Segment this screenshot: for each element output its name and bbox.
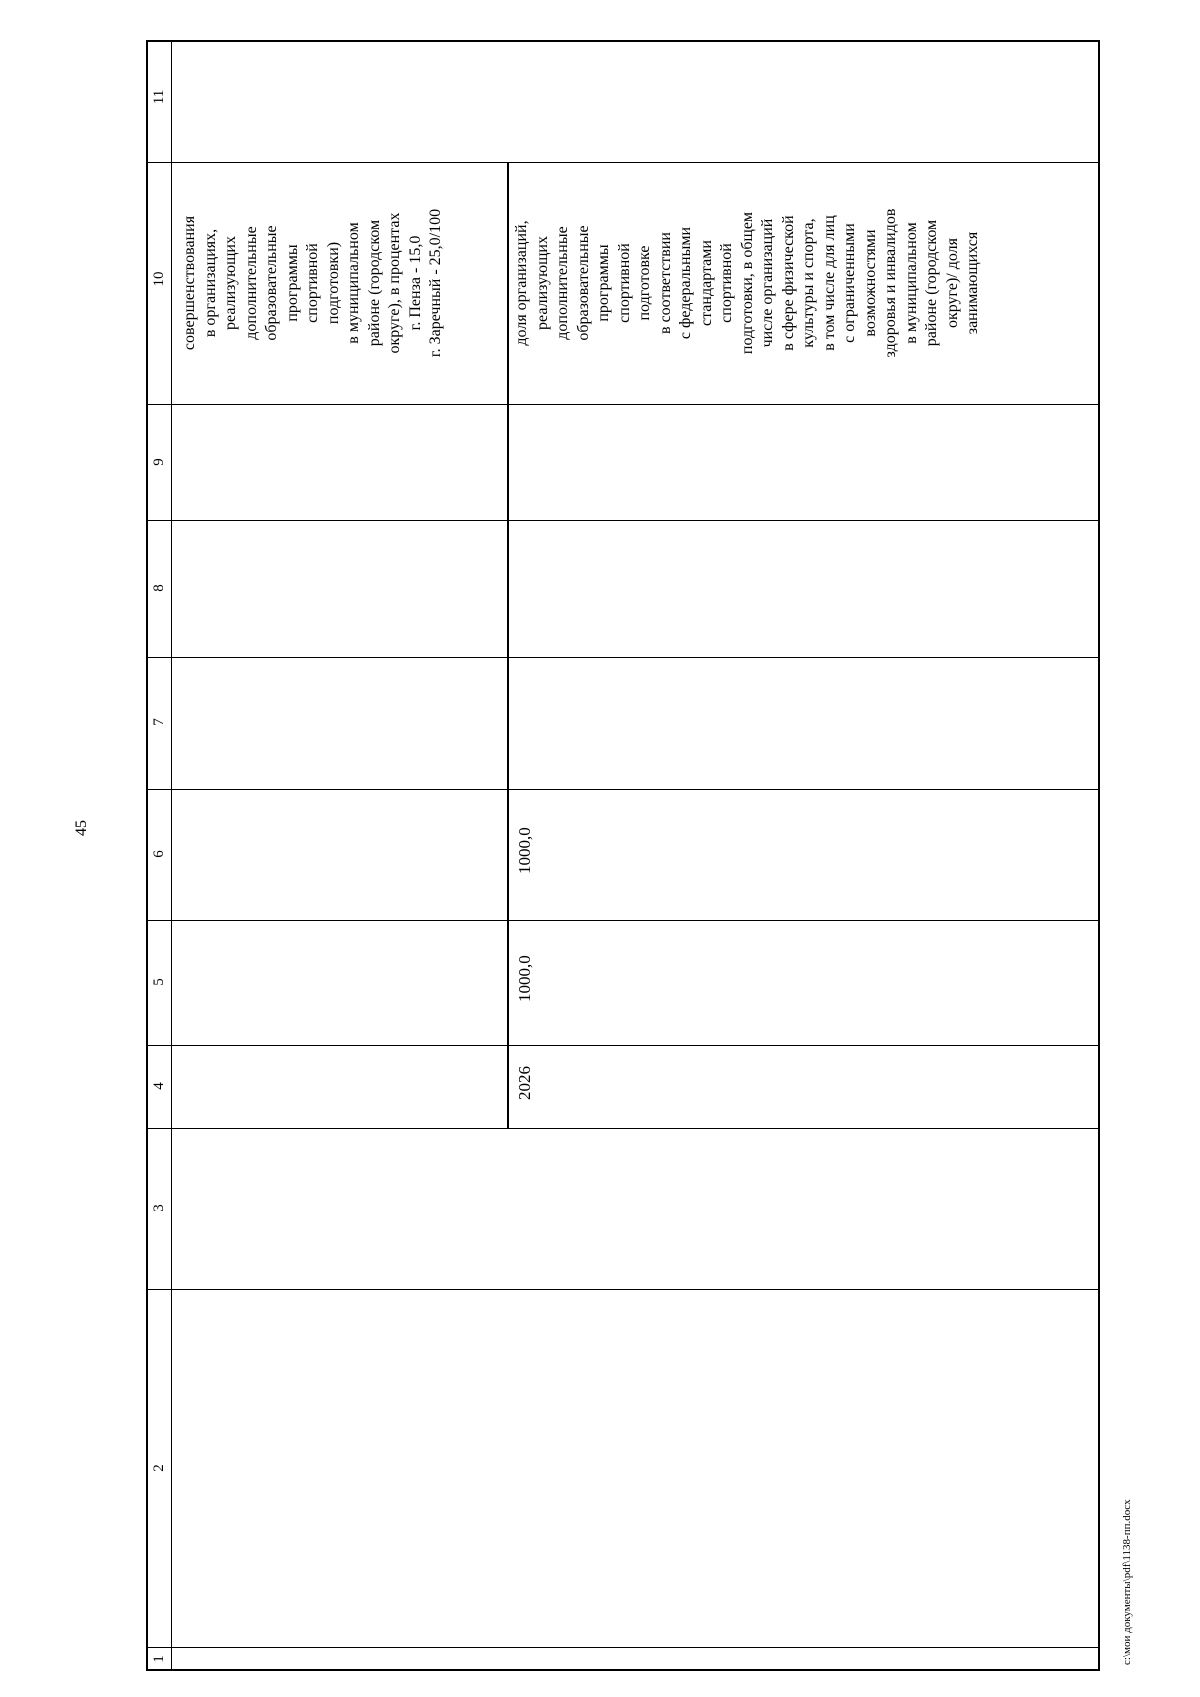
col-border-7-8	[146, 657, 1100, 658]
row1-col10-indicator-text: совершенствования в организациях, реализующих дополнительные образовательные программы спортивной подготовки) в муниципальном районе (городском округе), в процентах г. Пенза - 15,0 г. Заречный - 25,0/100	[181, 208, 444, 358]
col-border-4-5	[146, 1045, 1100, 1046]
row2-col6-value: 1000,0	[515, 827, 534, 874]
colnum-1: 1	[151, 1655, 167, 1663]
header-row-border	[171, 40, 172, 1671]
page-number: 45	[73, 820, 90, 836]
col-border-10-11	[146, 162, 1100, 163]
colnum-4: 4	[151, 1082, 167, 1090]
colnum-8: 8	[151, 584, 167, 592]
col-border-2-3	[146, 1289, 1100, 1290]
row2-col10-indicator-text: доля организаций, реализующих дополнительные образовательные программы спортивной подготовке в соответствии с федеральными стандартами спортивной подготовки, в общем числе организаций в сфере физической культуры и спорта, в том числе для лиц с ограниченными возможностями здоровья и инвалидов в муниципальном районе (городском округе)/ доля занимающихся	[513, 208, 981, 358]
footer-file-path: c:\мои документы\pdf\1138-пп.docx	[1121, 1499, 1133, 1665]
row-border-1-2	[507, 162, 509, 1128]
col-border-8-9	[146, 520, 1100, 521]
colnum-10: 10	[151, 271, 167, 287]
colnum-11: 11	[151, 89, 167, 105]
colnum-5: 5	[151, 978, 167, 986]
col-border-6-7	[146, 789, 1100, 790]
colnum-6: 6	[151, 850, 167, 858]
col-border-3-4	[146, 1128, 1100, 1129]
colnum-2: 2	[151, 1464, 167, 1472]
row2-col5-value: 1000,0	[515, 955, 534, 1002]
colnum-7: 7	[151, 718, 167, 726]
colnum-9: 9	[151, 458, 167, 466]
col-border-5-6	[146, 920, 1100, 921]
colnum-3: 3	[151, 1204, 167, 1212]
col-border-1-2	[146, 1647, 1100, 1648]
row2-col4-year: 2026	[515, 1066, 534, 1100]
col-border-9-10	[146, 404, 1100, 405]
